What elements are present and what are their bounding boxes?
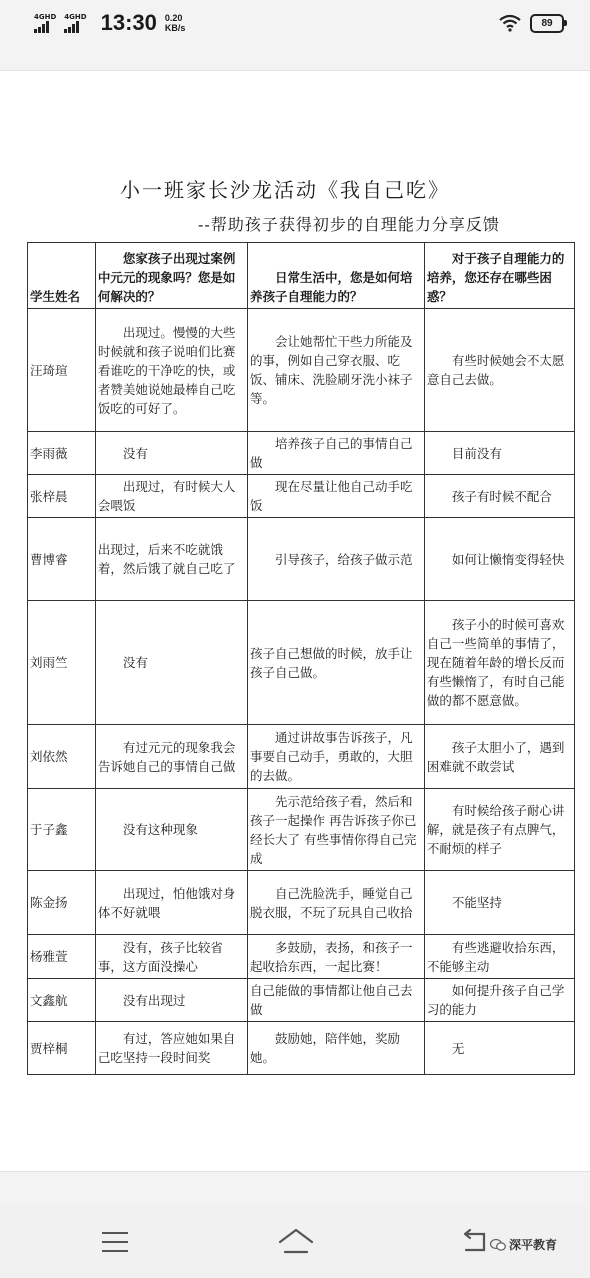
answer-2: 通过讲故事告诉孩子，凡事要自己动手，勇敢的，大胆的去做。 (248, 725, 425, 789)
table-row (28, 475, 575, 518)
status-bar (0, 0, 590, 46)
signal-icon-2 (64, 14, 86, 33)
answer-3: 如何让懒惰变得轻快 (424, 518, 574, 601)
clock: 13:30 (100, 10, 157, 35)
battery-icon (530, 14, 564, 33)
student-name: 李雨薇 (28, 432, 96, 475)
answer-1: 没有 (95, 432, 247, 475)
answer-1: 出现过，后来不吃就饿着，然后饿了就自己吃了 (95, 518, 247, 601)
home-icon[interactable] (276, 1224, 316, 1258)
answer-1: 没有，孩子比较省事，这方面没操心 (95, 935, 247, 979)
document-title: 小一班家长沙龙活动《我自己吃》 (120, 178, 450, 202)
network-label-1: 4GHD (34, 12, 57, 21)
speed-value: 0.20 (164, 13, 183, 23)
header-student-name: 学生姓名 (28, 243, 96, 309)
answer-3: 无 (424, 1022, 574, 1075)
answer-2: 鼓励她，陪伴她，奖励她。 (248, 1022, 425, 1075)
table-row (28, 518, 575, 601)
answer-2: 先示范给孩子看，然后和孩子一起操作 再告诉孩子你已经长大了 有些事情你得自己完成 (248, 789, 425, 871)
student-name: 陈金扬 (28, 871, 96, 935)
answer-3: 孩子小的时候可喜欢自己一些简单的事情了，现在随着年龄的增长反而有些懒惰了，有时自己能做的都不愿意做。 (424, 601, 574, 725)
answer-1: 出现过。慢慢的大些时候就和孩子说咱们比赛看谁吃的干净吃的快，或者赞美她说她最棒自己吃饭吃的可好了。 (95, 309, 247, 432)
answer-3: 孩子有时候不配合 (424, 475, 574, 518)
watermark-text: 深平教育 (509, 1238, 558, 1252)
document-subtitle: --帮助孩子获得初步的自理能力分享反馈 (198, 215, 500, 234)
table-row (28, 309, 575, 432)
answer-2: 孩子自己想做的时候，放手让孩子自己做。 (248, 601, 425, 725)
answer-1: 出现过，怕他饿对身体不好就喂 (95, 871, 247, 935)
answer-3: 如何提升孩子自己学习的能力 (424, 979, 574, 1022)
network-label-2: 4GHD (64, 12, 87, 21)
student-name: 曹博睿 (28, 518, 96, 601)
table-row (28, 1022, 575, 1075)
wechat-icon (490, 1238, 506, 1252)
table-row (28, 935, 575, 979)
status-left (34, 10, 185, 36)
student-name: 于子鑫 (28, 789, 96, 871)
answer-3: 孩子太胆小了，遇到困难就不敢尝试 (424, 725, 574, 789)
answer-2: 会让她帮忙干些力所能及的事，例如自己穿衣服、吃饭、铺床、洗脸刷牙洗小袜子等。 (248, 309, 425, 432)
feedback-table (27, 242, 575, 1075)
answer-2: 现在尽量让他自己动手吃饭 (248, 475, 425, 518)
table-header-row (28, 243, 575, 309)
answer-1: 出现过，有时候大人会喂饭 (95, 475, 247, 518)
answer-3: 不能坚持 (424, 871, 574, 935)
student-name: 张梓晨 (28, 475, 96, 518)
back-icon[interactable] (460, 1228, 490, 1256)
answer-1: 有过，答应她如果自己吃坚持一段时间奖 (95, 1022, 247, 1075)
network-speed (165, 13, 186, 33)
answer-2: 自己洗脸洗手，睡觉自己脱衣服，不玩了玩具自己收拾 (248, 871, 425, 935)
student-name: 杨雅萱 (28, 935, 96, 979)
student-name: 贾梓桐 (28, 1022, 96, 1075)
answer-1: 没有这种现象 (95, 789, 247, 871)
answer-3: 有时候给孩子耐心讲解，就是孩子有点脾气，不耐烦的样子 (424, 789, 574, 871)
signal-icon (34, 14, 56, 33)
answer-3: 有些时候她会不太愿意自己去做。 (424, 309, 574, 432)
student-name: 文鑫航 (28, 979, 96, 1022)
watermark (490, 1236, 557, 1253)
student-name: 刘雨竺 (28, 601, 96, 725)
table-row (28, 601, 575, 725)
table-row (28, 432, 575, 475)
table-row (28, 979, 575, 1022)
answer-1: 没有出现过 (95, 979, 247, 1022)
battery-level: 89 (541, 17, 553, 29)
table-row (28, 725, 575, 789)
menu-icon[interactable] (102, 1232, 128, 1252)
table-row (28, 871, 575, 935)
answer-3: 有些逃避收拾东西，不能够主动 (424, 935, 574, 979)
student-name: 汪琦瑄 (28, 309, 96, 432)
answer-3: 目前没有 (424, 432, 574, 475)
answer-2: 多鼓励，表扬，和孩子一起收拾东西，一起比赛！ (248, 935, 425, 979)
answer-1: 没有 (95, 601, 247, 725)
answer-1: 有过元元的现象我会告诉她自己的事情自己做 (95, 725, 247, 789)
divider-bottom (0, 1171, 590, 1172)
answer-2: 自己能做的事情都让他自己去做 (248, 979, 425, 1022)
student-name: 刘依然 (28, 725, 96, 789)
header-question-3: 对于孩子自理能力的培养，您还存在哪些困惑？ (424, 243, 574, 309)
speed-unit: KB/s (164, 23, 186, 33)
answer-2: 培养孩子自己的事情自己做 (248, 432, 425, 475)
table-row (28, 789, 575, 871)
answer-2: 引导孩子，给孩子做示范 (248, 518, 425, 601)
status-right (498, 14, 564, 33)
wifi-icon (498, 14, 522, 32)
header-question-2: 日常生活中，您是如何培养孩子自理能力的？ (248, 243, 425, 309)
header-question-1: 您家孩子出现过案例中元元的现象吗？您是如何解决的？ (95, 243, 247, 309)
